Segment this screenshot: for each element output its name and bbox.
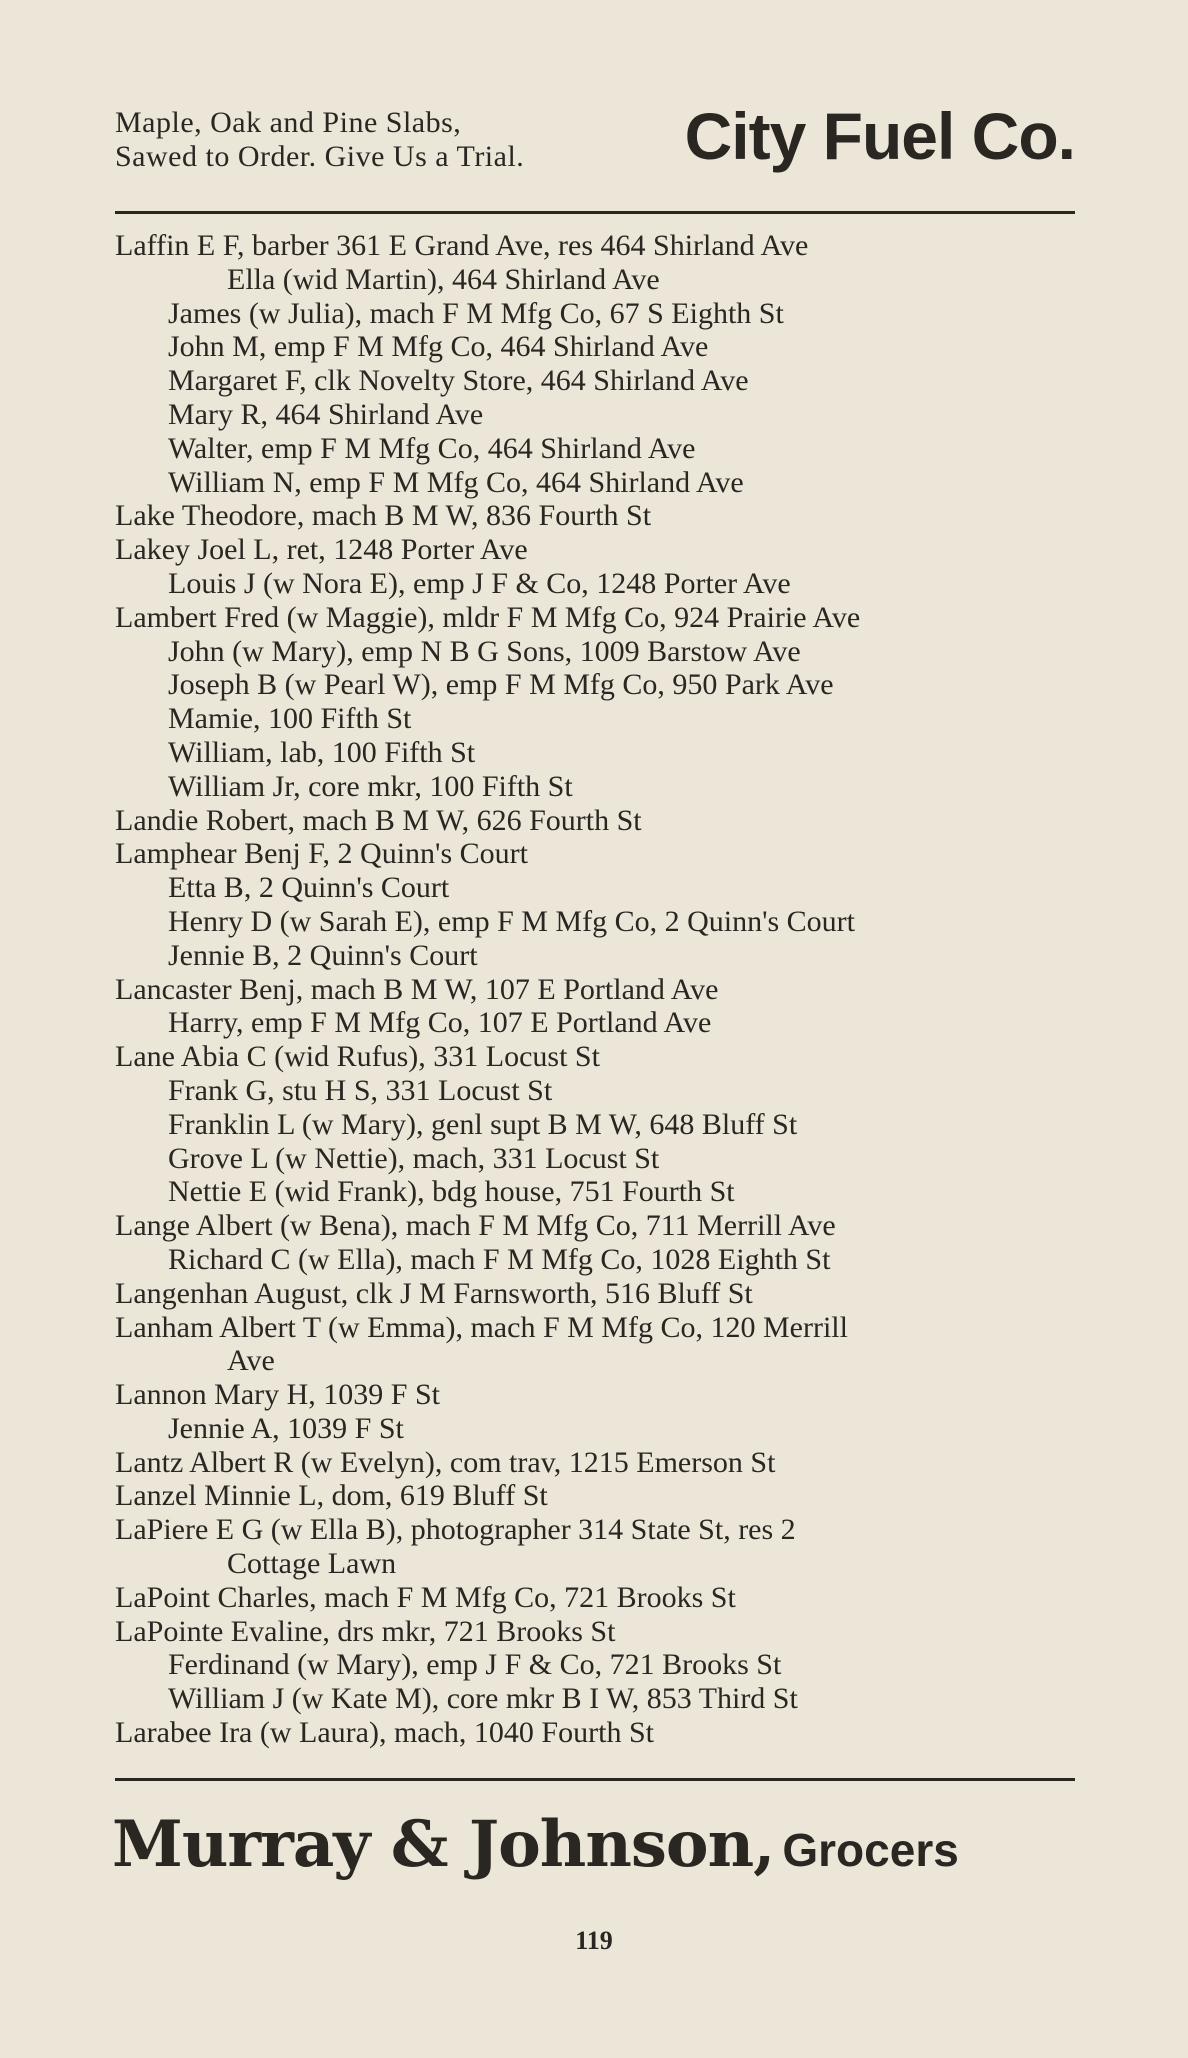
directory-entry: William Jr, core mkr, 100 Fifth St bbox=[168, 769, 573, 803]
directory-entry: Mamie, 100 Fifth St bbox=[168, 702, 412, 736]
directory-entry: William, lab, 100 Fifth St bbox=[168, 735, 476, 769]
directory-entry: Mary R, 464 Shirland Ave bbox=[168, 397, 484, 431]
directory-entry: Jennie B, 2 Quinn's Court bbox=[168, 938, 478, 972]
directory-entry: Lange Albert (w Bena), mach F M Mfg Co, 711 Merrill Ave bbox=[115, 1209, 836, 1243]
directory-entry: Margaret F, clk Novelty Store, 464 Shirland Ave bbox=[168, 364, 749, 398]
footer-ad-tagline: Grocers bbox=[782, 1824, 959, 1876]
directory-entry: Ave bbox=[227, 1344, 275, 1378]
directory-entry: Lane Abia C (wid Rufus), 331 Locust St bbox=[115, 1040, 600, 1074]
directory-listing bbox=[115, 229, 1075, 1750]
directory-entry: Grove L (w Nettie), mach, 331 Locust St bbox=[168, 1141, 660, 1175]
directory-entry: Lantz Albert R (w Evelyn), com trav, 1215 Emerson St bbox=[115, 1445, 776, 1479]
directory-entry: Harry, emp F M Mfg Co, 107 E Portland Ave bbox=[168, 1006, 712, 1040]
footer-ad-brand: Murray & Johnson, bbox=[112, 1807, 775, 1882]
directory-entry: Lambert Fred (w Maggie), mldr F M Mfg Co, 924 Prairie Ave bbox=[115, 600, 861, 634]
directory-entry: Lake Theodore, mach B M W, 836 Fourth St bbox=[115, 499, 652, 533]
directory-entry: LaPiere E G (w Ella B), photographer 314 State St, res 2 bbox=[115, 1513, 796, 1547]
directory-entry: Lamphear Benj F, 2 Quinn's Court bbox=[115, 837, 528, 871]
directory-entry: Etta B, 2 Quinn's Court bbox=[168, 871, 450, 905]
header-advertisement bbox=[115, 100, 1075, 210]
directory-entry: Ferdinand (w Mary), emp J F & Co, 721 Brooks St bbox=[168, 1648, 782, 1682]
directory-entry: Louis J (w Nora E), emp J F & Co, 1248 Porter Ave bbox=[168, 566, 791, 600]
directory-entry: LaPoint Charles, mach F M Mfg Co, 721 Brooks St bbox=[115, 1580, 736, 1614]
directory-entry: Landie Robert, mach B M W, 626 Fourth St bbox=[115, 803, 642, 837]
directory-entry: James (w Julia), mach F M Mfg Co, 67 S Eighth St bbox=[168, 296, 784, 330]
bottom-divider bbox=[115, 1778, 1075, 1781]
directory-entry: William J (w Kate M), core mkr B I W, 853 Third St bbox=[168, 1682, 798, 1716]
directory-entry: Henry D (w Sarah E), emp F M Mfg Co, 2 Quinn's Court bbox=[168, 904, 856, 938]
directory-entry: Joseph B (w Pearl W), emp F M Mfg Co, 950 Park Ave bbox=[168, 668, 834, 702]
directory-entry: Richard C (w Ella), mach F M Mfg Co, 1028 Eighth St bbox=[168, 1242, 831, 1276]
directory-entry: Franklin L (w Mary), genl supt B M W, 648 Bluff St bbox=[168, 1107, 798, 1141]
directory-entry: Laffin E F, barber 361 E Grand Ave, res 464 Shirland Ave bbox=[115, 229, 809, 262]
header-ad-brand: City Fuel Co. bbox=[684, 99, 1075, 173]
directory-entry: Nettie E (wid Frank), bdg house, 751 Fourth St bbox=[168, 1175, 735, 1209]
directory-entry: John M, emp F M Mfg Co, 464 Shirland Ave bbox=[168, 330, 709, 364]
directory-entry: Lancaster Benj, mach B M W, 107 E Portland Ave bbox=[115, 972, 719, 1006]
directory-entry: Walter, emp F M Mfg Co, 464 Shirland Ave bbox=[168, 431, 696, 465]
directory-entry: Lakey Joel L, ret, 1248 Porter Ave bbox=[115, 533, 528, 567]
directory-entry: Frank G, stu H S, 331 Locust St bbox=[168, 1073, 553, 1107]
header-ad-line-1: Maple, Oak and Pine Slabs, bbox=[115, 106, 462, 139]
header-ad-text bbox=[115, 106, 524, 174]
directory-entry: John (w Mary), emp N B G Sons, 1009 Barstow Ave bbox=[168, 634, 801, 668]
footer-advertisement bbox=[112, 1800, 1078, 1890]
directory-entry: Langenhan August, clk J M Farnsworth, 516 Bluff St bbox=[115, 1276, 753, 1310]
directory-entry: LaPointe Evaline, drs mkr, 721 Brooks St bbox=[115, 1614, 616, 1648]
directory-entry: Jennie A, 1039 F St bbox=[168, 1411, 404, 1445]
directory-entry: Cottage Lawn bbox=[227, 1547, 397, 1581]
header-ad-line-2: Sawed to Order. Give Us a Trial. bbox=[115, 140, 525, 173]
directory-entry: Lanham Albert T (w Emma), mach F M Mfg Co, 120 Merrill bbox=[115, 1310, 848, 1344]
top-divider bbox=[115, 211, 1075, 214]
directory-entry: Lannon Mary H, 1039 F St bbox=[115, 1378, 440, 1412]
page-number: 119 bbox=[575, 1926, 613, 1955]
directory-entry: William N, emp F M Mfg Co, 464 Shirland Ave bbox=[168, 465, 744, 499]
directory-entry: Larabee Ira (w Laura), mach, 1040 Fourth St bbox=[115, 1716, 654, 1750]
directory-entry: Ella (wid Martin), 464 Shirland Ave bbox=[227, 262, 660, 296]
directory-entry: Lanzel Minnie L, dom, 619 Bluff St bbox=[115, 1479, 548, 1513]
